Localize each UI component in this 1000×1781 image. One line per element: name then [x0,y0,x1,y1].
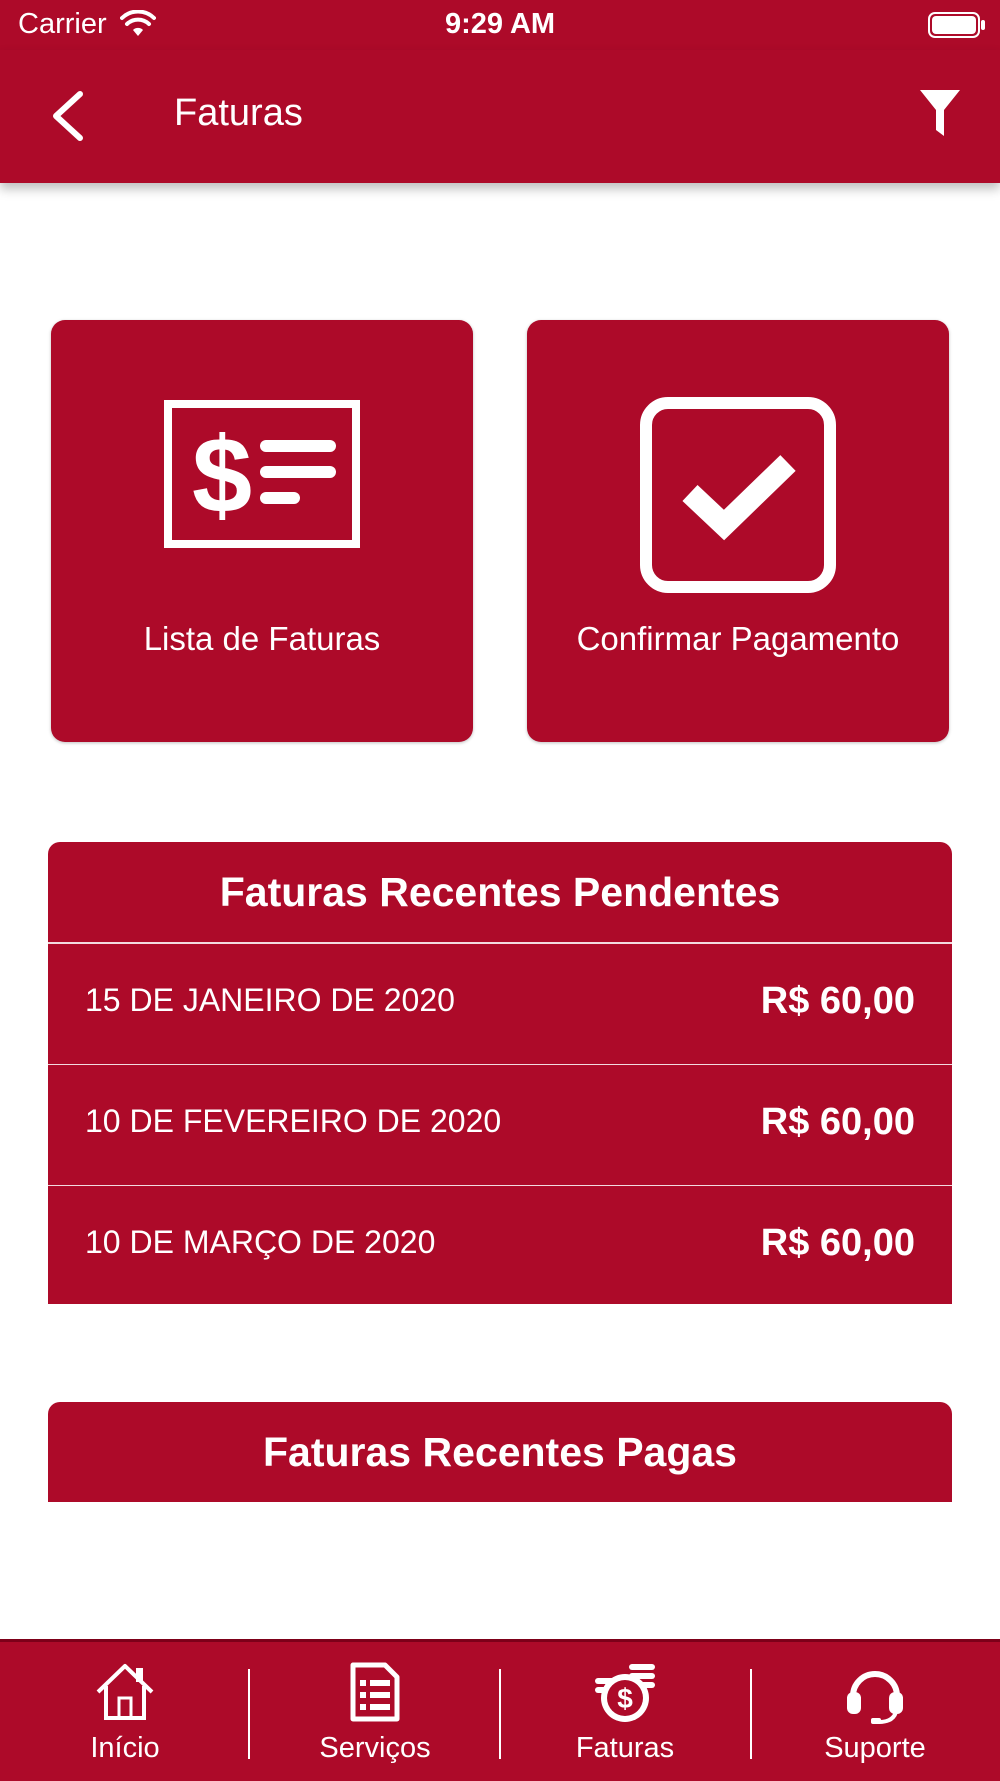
checkbox-check-icon [527,400,949,593]
headset-icon [750,1662,1000,1724]
filter-icon[interactable] [918,88,962,143]
pending-invoices-card [48,842,952,1304]
invoice-date: 10 DE FEVEREIRO DE 2020 [85,1103,502,1139]
tile-label: Lista de Faturas [143,620,381,657]
document-list-icon [250,1662,500,1722]
invoice-row[interactable] [48,944,952,1065]
tab-bar [0,1639,1000,1781]
pending-invoices-title: Faturas Recentes Pendentes [48,842,952,944]
tab-inicio[interactable] [0,1642,250,1781]
paid-invoices-title: Faturas Recentes Pagas [262,1429,737,1475]
invoice-date: 15 DE JANEIRO DE 2020 [85,982,455,1018]
confirm-payment-tile[interactable] [527,320,949,742]
tab-faturas[interactable] [500,1642,750,1781]
status-bar [0,0,1000,50]
tab-suporte[interactable] [750,1642,1000,1781]
invoice-list-icon [51,400,473,548]
tile-label: Confirmar Pagamento [576,620,900,657]
status-time: 9:29 AM [444,8,556,40]
tab-servicos[interactable] [250,1642,500,1781]
tab-divider [750,1669,752,1759]
carrier-label: Carrier [18,8,107,40]
page-title: Faturas [174,92,303,134]
tab-label: Suporte [824,1732,926,1764]
svg-text:$: $ [617,1683,633,1714]
battery-icon [928,12,986,43]
paid-invoices-card [48,1402,952,1502]
invoice-amount: R$ 60,00 [760,1222,915,1264]
invoice-list-tile[interactable] [51,320,473,742]
back-icon[interactable] [48,88,88,149]
nav-bar [0,50,1000,183]
tab-divider [499,1669,501,1759]
tab-label: Serviços [319,1732,431,1764]
svg-text:$: $ [191,414,253,535]
invoice-date: 10 DE MARÇO DE 2020 [85,1224,436,1260]
tab-label: Início [90,1732,160,1764]
home-icon [0,1662,250,1722]
invoice-row[interactable] [48,1065,952,1186]
invoice-row[interactable] [48,1186,952,1306]
coins-icon [500,1662,750,1724]
invoice-amount: R$ 60,00 [760,1101,915,1143]
invoice-amount: R$ 60,00 [760,980,915,1022]
tab-divider [248,1669,250,1759]
tab-label: Faturas [575,1732,675,1764]
